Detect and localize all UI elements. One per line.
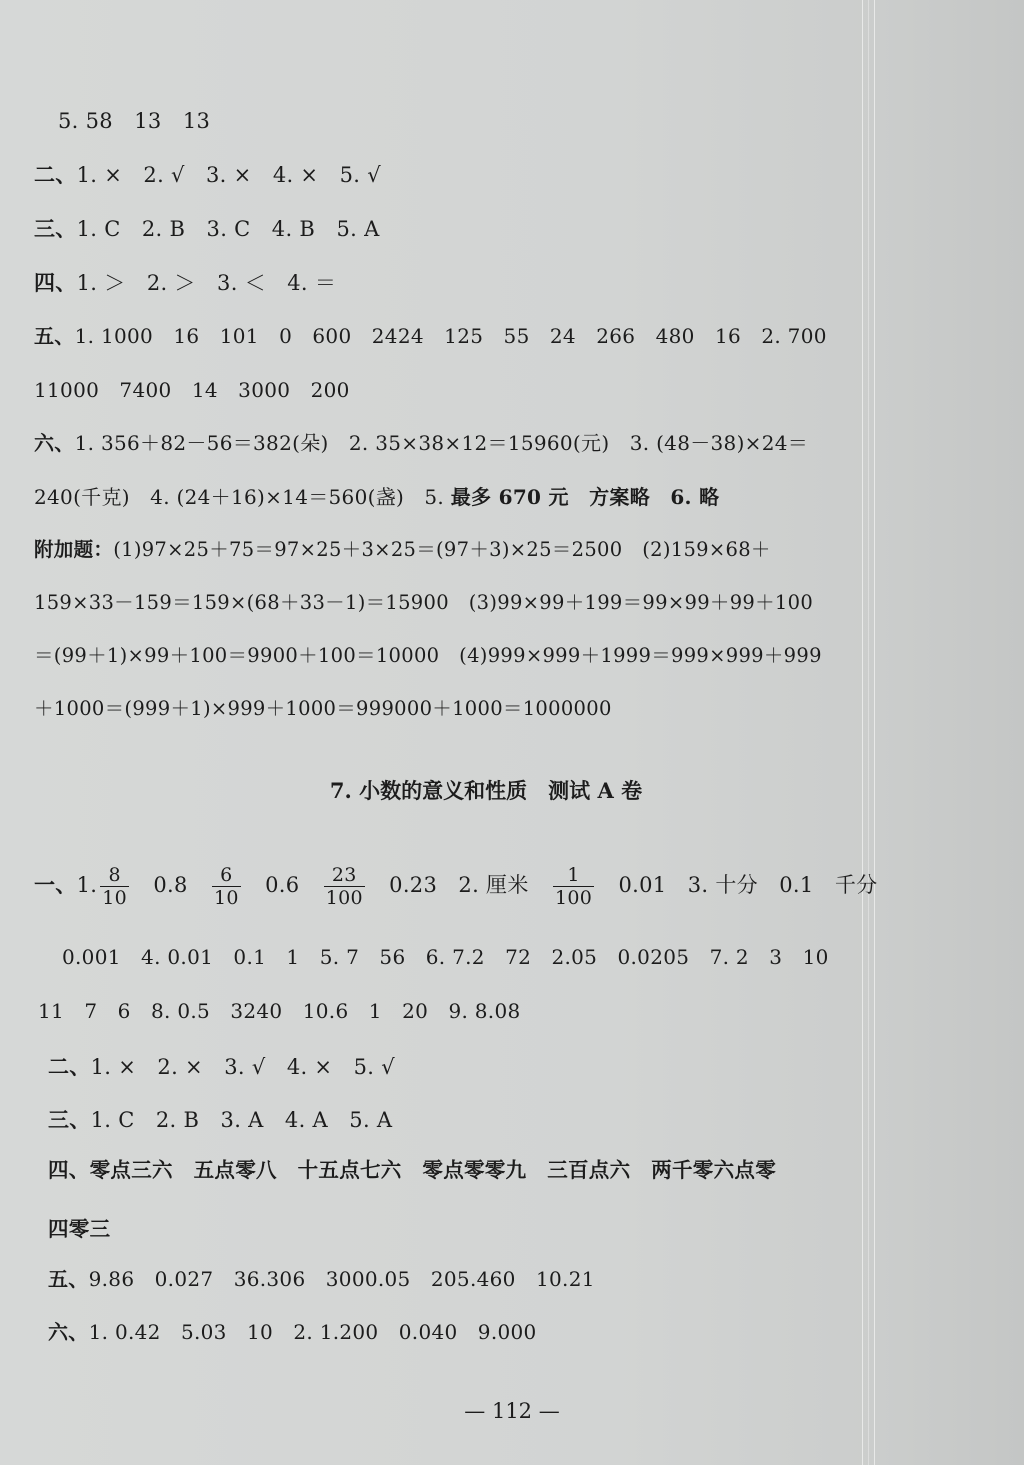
section-mark: 五、 <box>48 1267 89 1291</box>
answer-line: 六、1. 0.42 5.03 10 2. 1.200 0.040 9.000 <box>48 1320 537 1344</box>
answer-line: 11 7 6 8. 0.5 3240 10.6 1 20 9. 8.08 <box>38 999 521 1023</box>
answer-line: 五、1. 1000 16 101 0 600 2424 125 55 24 266 480 16 2. 700 <box>34 324 827 348</box>
section-mark: 附加题： <box>34 538 114 561</box>
answer-line: 三、1. C 2. B 3. C 4. B 5. A <box>34 216 380 241</box>
answer-line: 159×33－159＝159×(68＋33－1)＝15900 (3)99×99＋199＝99×99＋99＋100 <box>34 591 814 614</box>
section-mark: 四、 <box>34 270 77 295</box>
answer-line: 四、零点三六 五点零八 十五点七六 零点零零九 三百点六 两千零六点零 <box>48 1158 777 1182</box>
answer-line: 一、1. $\frac{8}{10}$ 0.8 $\frac{6}{10}$ 0.6 $\frac{23}{100}$ 0.23 2. 厘米 $\frac{1}{100}$ 0.01 3. 十分 0.1 千分 <box>34 864 878 909</box>
fraction: $\frac{8}{10}$ <box>102 864 128 909</box>
section-mark: 五、 <box>34 324 75 348</box>
section-mark: 四、 <box>48 1158 90 1182</box>
section-mark: 六、 <box>34 431 75 455</box>
answer-line: ＋1000＝(999＋1)×999＋1000＝999000＋1000＝1000000 <box>34 697 612 720</box>
section-mark: 二、 <box>48 1054 91 1079</box>
page-number: — 112 — <box>464 1399 560 1423</box>
answer-line: 5. 58 13 13 <box>58 109 211 133</box>
answer-line: ＝(99＋1)×99＋100＝9900＋100＝10000 (4)999×999＋1999＝999×999＋999 <box>34 644 822 667</box>
section-mark: 三、 <box>48 1107 91 1132</box>
answer-line: 四、1. ＞ 2. ＞ 3. ＜ 4. ＝ <box>34 270 337 295</box>
answer-line: 三、1. C 2. B 3. A 4. A 5. A <box>48 1107 393 1132</box>
answer-line: 二、1. × 2. √ 3. × 4. × 5. √ <box>34 162 381 187</box>
answer-line: 四零三 <box>48 1217 111 1241</box>
section-mark: 一、 <box>34 872 77 897</box>
section-mark: 二、 <box>34 162 77 187</box>
answer-line: 附加题：(1)97×25＋75＝97×25＋3×25＝(97＋3)×25＝2500 (2)159×68＋ <box>34 538 771 561</box>
answer-line: 二、1. × 2. × 3. √ 4. × 5. √ <box>48 1054 395 1079</box>
answer-line: 0.001 4. 0.01 0.1 1 5. 7 56 6. 7.2 72 2.05 0.0205 7. 2 3 10 <box>62 945 829 969</box>
answer-line: 五、9.86 0.027 36.306 3000.05 205.460 10.21 <box>48 1267 595 1291</box>
fraction: $\frac{23}{100}$ <box>325 864 363 909</box>
answer-line: 11000 7400 14 3000 200 <box>34 378 350 402</box>
fraction: $\frac{6}{10}$ <box>213 864 239 909</box>
section-title: 7. 小数的意义和性质 测试 A 卷 <box>329 778 643 803</box>
section-mark: 三、 <box>34 216 77 241</box>
section-mark: 六、 <box>48 1320 89 1344</box>
answer-line: 240(千克) 4. (24＋16)×14＝560(盏) 5. 最多 670 元 方案略 6. 略 <box>34 485 720 509</box>
fraction: $\frac{1}{100}$ <box>554 864 593 909</box>
answer-line: 六、1. 356＋82－56＝382(朵) 2. 35×38×12＝15960(元) 3. (48－38)×24＝ <box>34 431 809 455</box>
